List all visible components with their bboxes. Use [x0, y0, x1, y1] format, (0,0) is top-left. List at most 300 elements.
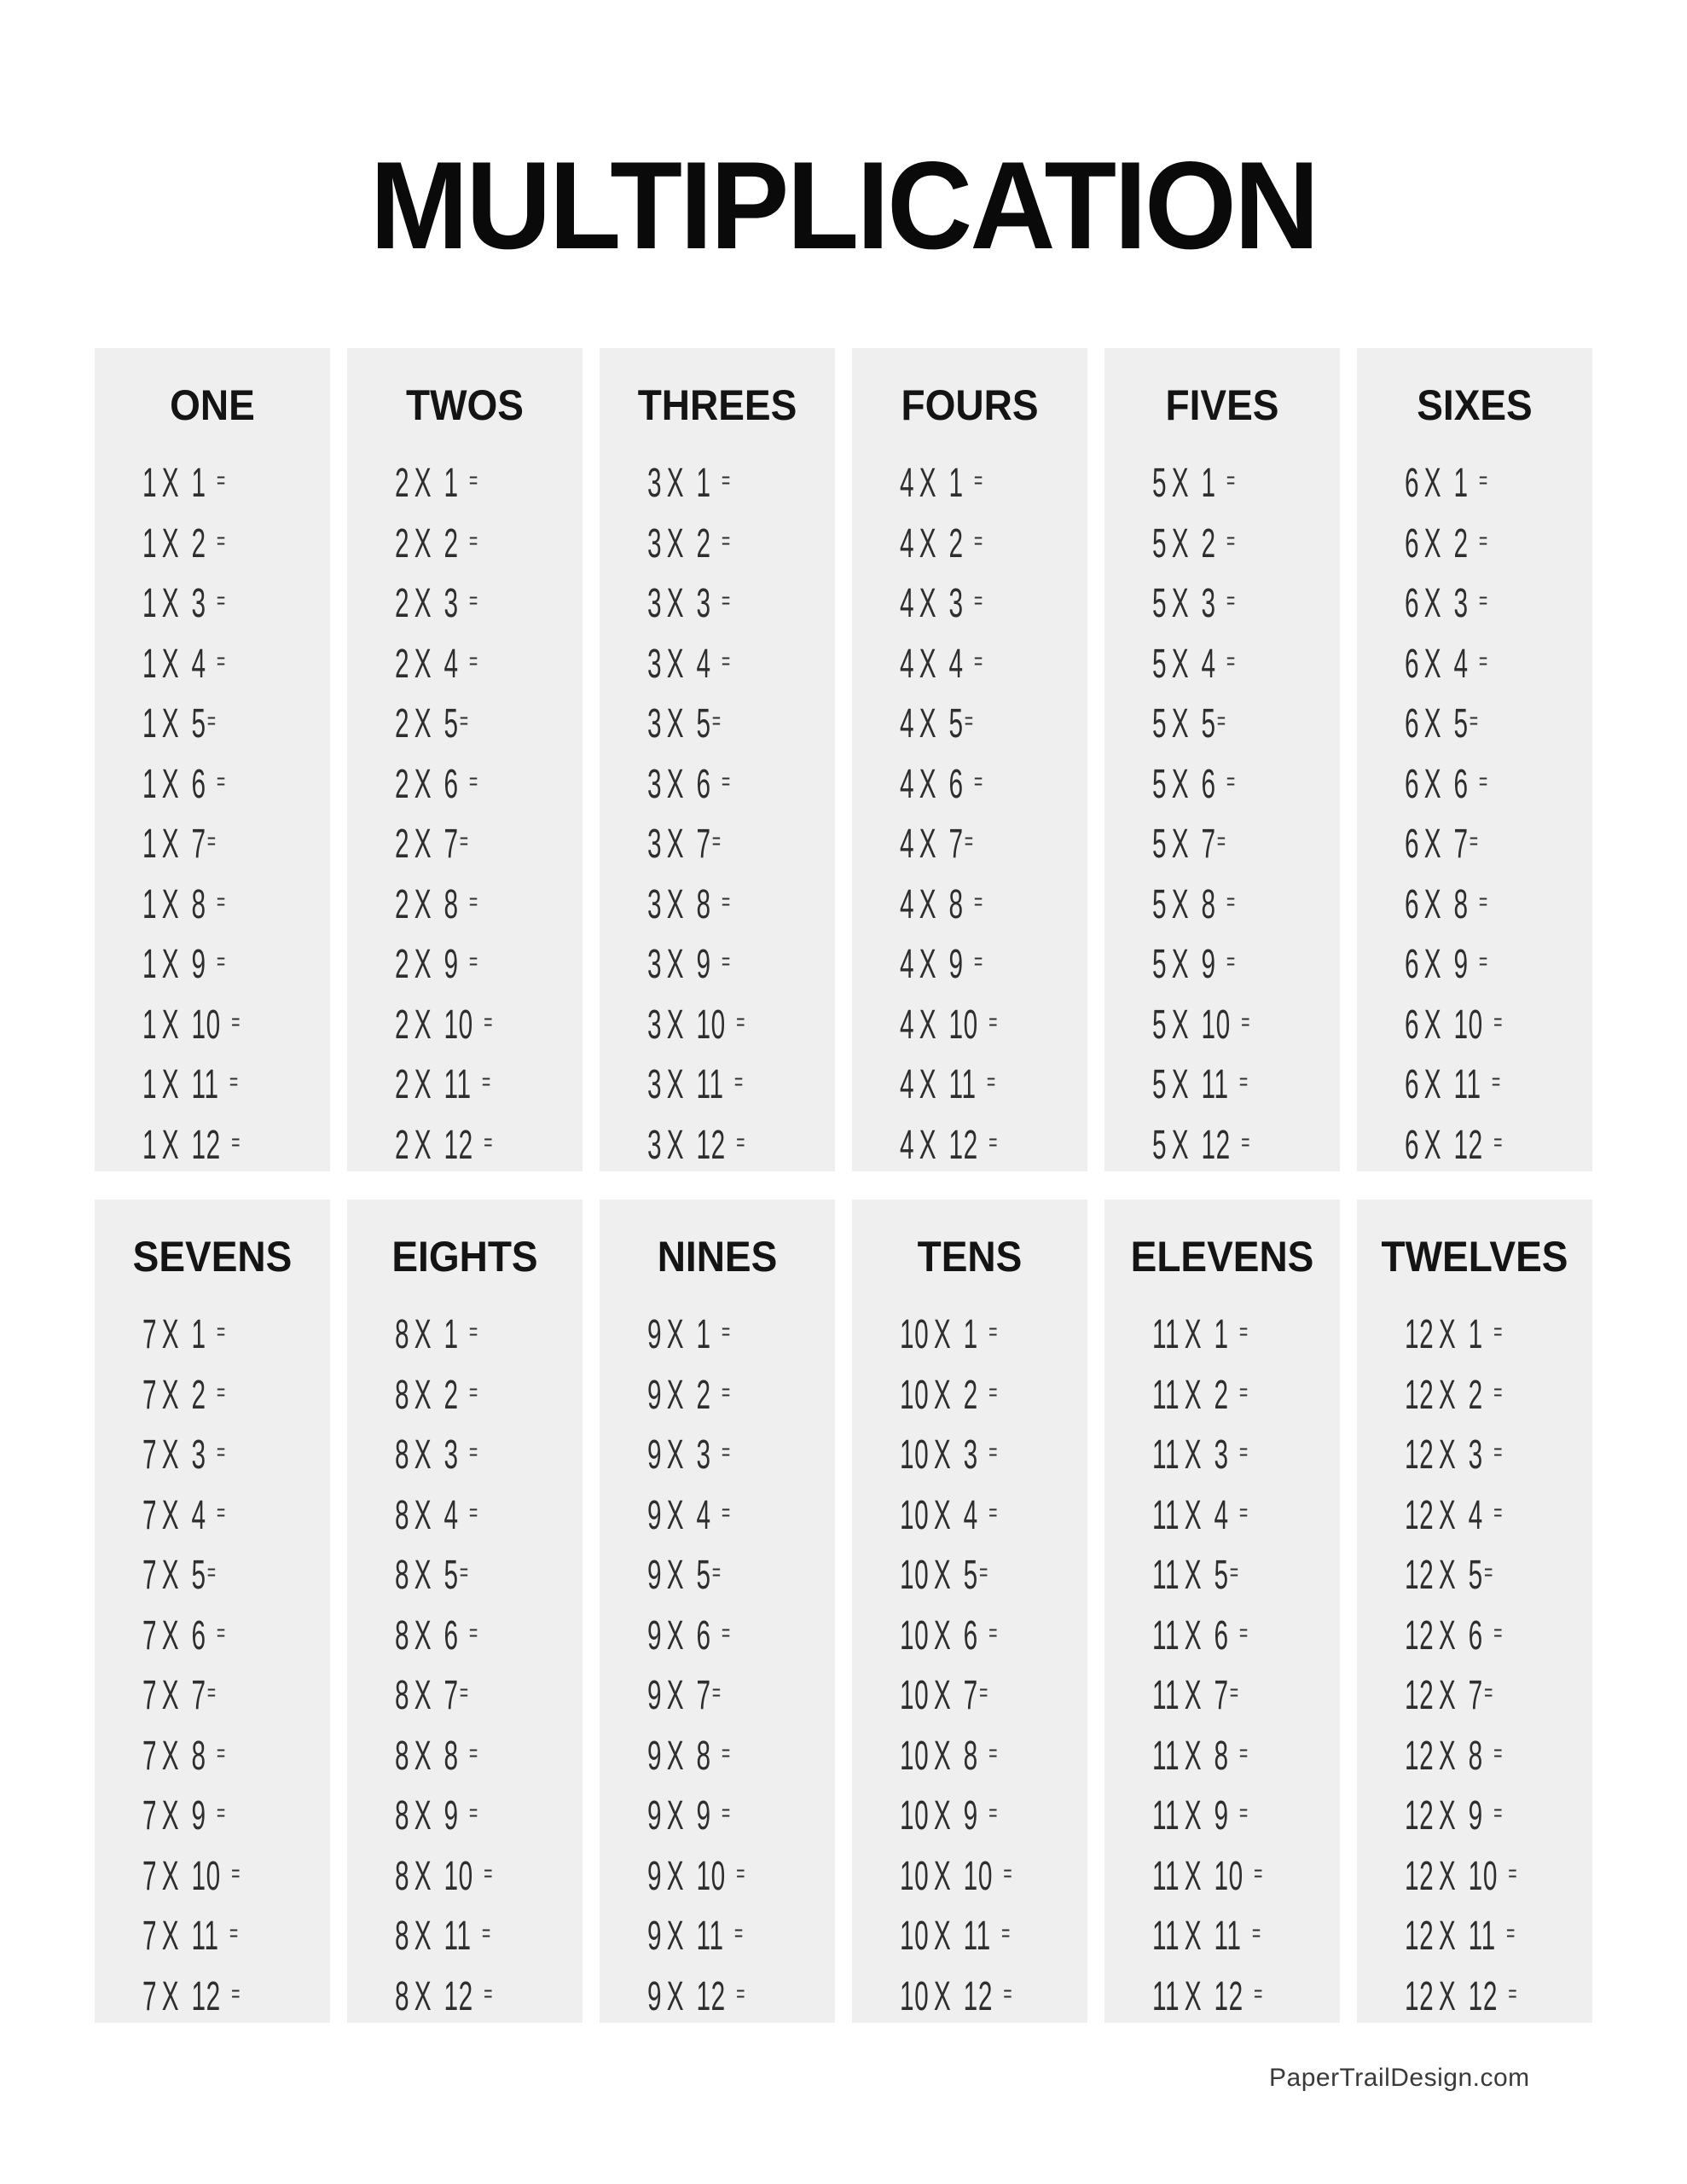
factor: 5: [1152, 881, 1168, 927]
times-symbol: X: [1423, 942, 1441, 987]
multiplicand: 8: [948, 881, 964, 927]
equals-sign: =: [1469, 707, 1479, 734]
times-symbol: X: [1184, 1733, 1202, 1779]
times-symbol: X: [1171, 461, 1189, 506]
equals-sign: =: [736, 1128, 745, 1155]
times-symbol: X: [933, 1673, 951, 1718]
equals-sign: =: [1226, 526, 1236, 554]
times-symbol: X: [1423, 520, 1441, 566]
equation-row: [142, 1905, 258, 1966]
equation-row: [142, 572, 258, 633]
factor: 2: [395, 1122, 410, 1168]
equals-sign: =: [722, 1378, 731, 1405]
equation-row: [395, 813, 511, 874]
equation-row: [142, 1664, 258, 1725]
times-symbol: X: [1171, 520, 1189, 566]
multiplicand: 6: [191, 761, 206, 807]
equals-sign: =: [988, 1438, 998, 1465]
factor: 2: [395, 461, 410, 506]
equation-row: [647, 633, 763, 694]
times-symbol: X: [161, 1553, 179, 1598]
equation-row: [142, 1605, 258, 1665]
equation-row: [1152, 1845, 1268, 1906]
equation-list: [1405, 452, 1521, 1174]
equation-row: [647, 813, 763, 874]
factor: 5: [1152, 942, 1168, 987]
equation-row: [142, 1725, 258, 1786]
equals-sign: =: [722, 1799, 731, 1826]
equation-list: [142, 1304, 258, 2025]
multiplicand: 12: [191, 1122, 221, 1168]
equation-row: [142, 1364, 258, 1425]
factor: 3: [647, 701, 663, 746]
equals-sign: =: [1493, 1618, 1503, 1646]
equals-sign: =: [1239, 1068, 1249, 1095]
factor: 1: [142, 520, 158, 566]
equation-row: [1152, 452, 1268, 513]
equation-row: [1152, 1364, 1268, 1425]
multiplicand: 11: [443, 1062, 472, 1107]
equals-sign: =: [736, 1859, 745, 1886]
multiplicand: 4: [1201, 641, 1216, 687]
equals-sign: =: [1226, 467, 1236, 493]
multiplicand: 6: [696, 1612, 711, 1658]
equation-row: [1405, 633, 1521, 694]
multiplicand: 11: [1201, 1062, 1229, 1107]
factor: 9: [647, 1793, 663, 1838]
equation-row: [900, 874, 1016, 934]
factor: 1: [142, 461, 158, 506]
times-symbol: X: [1184, 1492, 1202, 1538]
multiplicand: 9: [1468, 1793, 1483, 1838]
equation-row: [647, 1845, 763, 1906]
multiplicand: 5: [696, 701, 711, 746]
equation-row: [900, 1114, 1016, 1175]
multiplicand: 11: [948, 1062, 977, 1107]
multiplicand: 6: [963, 1612, 978, 1658]
multiplicand: 7: [443, 822, 459, 867]
factor: 8: [395, 1372, 410, 1418]
multiplicand: 4: [1468, 1492, 1483, 1538]
times-symbol: X: [161, 641, 179, 687]
times-symbol: X: [666, 1612, 684, 1658]
multiplicand: 6: [696, 761, 711, 807]
times-symbol: X: [1423, 822, 1441, 867]
column-panel-nines: [600, 1199, 835, 2023]
times-symbol: X: [1171, 761, 1189, 807]
equals-sign: =: [484, 1008, 493, 1035]
equals-sign: =: [1239, 1318, 1249, 1345]
equals-sign: =: [1226, 887, 1236, 915]
equals-sign: =: [482, 1920, 491, 1946]
times-symbol: X: [414, 1002, 432, 1048]
equals-sign: =: [988, 1498, 998, 1525]
factor: 3: [647, 822, 663, 867]
times-symbol: X: [161, 1793, 179, 1838]
multiplicand: 9: [191, 1793, 206, 1838]
equation-row: [647, 1304, 763, 1364]
factor: 2: [395, 822, 410, 867]
factor: 8: [395, 1312, 410, 1357]
equals-sign: =: [469, 647, 478, 674]
times-symbol: X: [933, 1372, 951, 1418]
multiplicand: 1: [443, 461, 459, 506]
factor: 6: [1405, 1062, 1420, 1107]
equals-sign: =: [1216, 707, 1226, 734]
equation-row: [900, 813, 1016, 874]
times-symbol: X: [161, 881, 179, 927]
times-symbol: X: [414, 581, 432, 626]
factor: 11: [1152, 1372, 1180, 1418]
times-symbol: X: [161, 1002, 179, 1048]
factor: 1: [142, 942, 158, 987]
factor: 3: [647, 942, 663, 987]
times-symbol: X: [414, 1914, 432, 1959]
page-title: MULTIPLICATION: [369, 136, 1318, 275]
times-symbol: X: [414, 1122, 432, 1168]
multiplicand: 3: [696, 581, 711, 626]
multiplicand: 3: [1468, 1432, 1483, 1478]
equals-sign: =: [988, 1318, 998, 1345]
equals-sign: =: [974, 767, 983, 794]
multiplicand: 10: [191, 1853, 221, 1899]
multiplicand: 3: [191, 1432, 206, 1478]
equation-row: [900, 1845, 1016, 1906]
multiplicand: 8: [1201, 881, 1216, 927]
multiplicand: 8: [696, 1733, 711, 1779]
multiplicand: 8: [696, 881, 711, 927]
multiplicand: 5: [1468, 1553, 1483, 1598]
equation-row: [1405, 1424, 1521, 1484]
equation-row: [900, 1364, 1016, 1425]
equals-sign: =: [711, 828, 722, 854]
equation-row: [647, 994, 763, 1054]
times-symbol: X: [933, 1914, 951, 1959]
column-panel-fives: [1104, 348, 1340, 1171]
factor: 4: [900, 581, 915, 626]
column-panel-one: [95, 348, 330, 1171]
equation-row: [395, 1966, 511, 2026]
multiplicand: 3: [1453, 581, 1469, 626]
equals-sign: =: [231, 1128, 241, 1155]
equation-row: [1152, 1966, 1268, 2026]
equals-sign: =: [1216, 828, 1226, 854]
times-symbol: X: [414, 1372, 432, 1418]
factor: 2: [395, 581, 410, 626]
equals-sign: =: [1493, 1128, 1503, 1155]
equals-sign: =: [217, 887, 226, 915]
equals-sign: =: [722, 1739, 731, 1766]
equals-sign: =: [1479, 887, 1488, 915]
equals-sign: =: [1226, 767, 1236, 794]
equation-row: [1152, 1424, 1268, 1484]
equation-row: [142, 693, 258, 753]
equation-row: [142, 1966, 258, 2026]
factor: 9: [647, 1612, 663, 1658]
times-symbol: X: [1171, 581, 1189, 626]
equation-row: [647, 1905, 763, 1966]
multiplicand: 4: [1214, 1492, 1229, 1538]
factor: 10: [900, 1312, 930, 1357]
factor: 6: [1405, 701, 1420, 746]
equation-row: [142, 1484, 258, 1545]
equation-row: [1405, 933, 1521, 994]
equation-row: [647, 452, 763, 513]
equals-sign: =: [988, 1799, 998, 1826]
equation-row: [1152, 513, 1268, 573]
factor: 10: [900, 1492, 930, 1538]
equals-sign: =: [231, 1859, 241, 1886]
equation-row: [142, 753, 258, 814]
equation-row: [647, 1544, 763, 1605]
equation-row: [1405, 1725, 1521, 1786]
factor: 2: [395, 881, 410, 927]
column-header: TWOS: [406, 381, 524, 429]
equation-row: [900, 1424, 1016, 1484]
equation-row: [1152, 813, 1268, 874]
times-symbol: X: [933, 1612, 951, 1658]
factor: 4: [900, 701, 915, 746]
multiplicand: 12: [1214, 1973, 1244, 2019]
times-symbol: X: [414, 1553, 432, 1598]
equation-row: [647, 1484, 763, 1545]
times-symbol: X: [1171, 641, 1189, 687]
times-symbol: X: [666, 1372, 684, 1418]
equals-sign: =: [1469, 828, 1479, 854]
equals-sign: =: [469, 467, 478, 493]
equation-row: [142, 874, 258, 934]
equation-row: [395, 1304, 511, 1364]
multiplicand: 7: [696, 1673, 711, 1718]
factor: 12: [1405, 1492, 1435, 1538]
equals-sign: =: [469, 1799, 478, 1826]
equals-sign: =: [1493, 1739, 1503, 1766]
times-symbol: X: [1171, 1062, 1189, 1107]
equation-list: [142, 452, 258, 1174]
equals-sign: =: [217, 526, 226, 554]
equation-row: [1152, 994, 1268, 1054]
times-symbol: X: [1438, 1914, 1456, 1959]
equation-row: [1152, 1484, 1268, 1545]
times-symbol: X: [161, 461, 179, 506]
multiplicand: 4: [696, 1492, 711, 1538]
factor: 10: [900, 1914, 930, 1959]
equals-sign: =: [1239, 1618, 1249, 1646]
multiplicand: 11: [696, 1062, 724, 1107]
multiplicand: 5: [1453, 701, 1469, 746]
factor: 12: [1405, 1673, 1435, 1718]
equals-sign: =: [1003, 1979, 1012, 2007]
factor: 3: [647, 641, 663, 687]
equation-row: [1405, 1054, 1521, 1114]
multiplicand: 10: [696, 1002, 726, 1048]
equation-row: [1152, 1605, 1268, 1665]
times-symbol: X: [666, 1793, 684, 1838]
factor: 5: [1152, 701, 1168, 746]
times-symbol: X: [919, 881, 936, 927]
factor: 3: [647, 761, 663, 807]
multiplicand: 2: [1453, 520, 1469, 566]
equals-sign: =: [484, 1979, 493, 2007]
factor: 2: [395, 641, 410, 687]
multiplicand: 12: [1468, 1973, 1498, 2019]
equals-sign: =: [1508, 1859, 1517, 1886]
times-symbol: X: [1423, 641, 1441, 687]
equation-row: [900, 753, 1016, 814]
equals-sign: =: [217, 1378, 226, 1405]
factor: 9: [647, 1553, 663, 1598]
multiplicand: 7: [191, 1673, 206, 1718]
factor: 6: [1405, 581, 1420, 626]
times-symbol: X: [1171, 1002, 1189, 1048]
factor: 11: [1152, 1312, 1180, 1357]
multiplicand: 12: [443, 1122, 473, 1168]
multiplicand: 9: [443, 1793, 459, 1838]
multiplicand: 7: [1468, 1673, 1483, 1718]
equation-row: [647, 1966, 763, 2026]
equation-row: [1405, 813, 1521, 874]
multiplicand: 10: [963, 1853, 993, 1899]
equals-sign: =: [734, 1920, 744, 1946]
times-symbol: X: [1438, 1673, 1456, 1718]
factor: 11: [1152, 1553, 1180, 1598]
equals-sign: =: [459, 1559, 469, 1585]
times-symbol: X: [1184, 1914, 1202, 1959]
multiplicand: 3: [696, 1432, 711, 1478]
times-symbol: X: [666, 1553, 684, 1598]
multiplicand: 8: [1468, 1733, 1483, 1779]
equation-row: [395, 633, 511, 694]
equals-sign: =: [964, 707, 974, 734]
multiplicand: 1: [1214, 1312, 1229, 1357]
factor: 9: [647, 1432, 663, 1478]
equation-row: [900, 1054, 1016, 1114]
factor: 11: [1152, 1973, 1180, 2019]
factor: 6: [1405, 822, 1420, 867]
equation-row: [142, 933, 258, 994]
equation-row: [1152, 1785, 1268, 1845]
times-symbol: X: [1438, 1612, 1456, 1658]
factor: 4: [900, 761, 915, 807]
equation-row: [1405, 874, 1521, 934]
equals-sign: =: [722, 526, 731, 554]
multiplicand: 7: [696, 822, 711, 867]
factor: 11: [1152, 1853, 1180, 1899]
multiplicand: 11: [1468, 1914, 1496, 1959]
factor: 3: [647, 461, 663, 506]
equation-row: [900, 1966, 1016, 2026]
equation-row: [900, 1905, 1016, 1966]
multiplicand: 9: [948, 942, 964, 987]
multiplicand: 1: [191, 461, 206, 506]
times-symbol: X: [933, 1312, 951, 1357]
factor: 6: [1405, 461, 1420, 506]
multiplicand: 8: [963, 1733, 978, 1779]
factor: 3: [647, 881, 663, 927]
times-symbol: X: [161, 1733, 179, 1779]
times-symbol: X: [666, 1002, 684, 1048]
multiplicand: 5: [963, 1553, 978, 1598]
times-symbol: X: [414, 461, 432, 506]
factor: 10: [900, 1973, 930, 2019]
equals-sign: =: [722, 948, 731, 974]
equals-sign: =: [722, 1318, 731, 1345]
factor: 8: [395, 1553, 410, 1598]
equation-row: [1405, 994, 1521, 1054]
multiplicand: 10: [443, 1853, 473, 1899]
factor: 1: [142, 701, 158, 746]
factor: 9: [647, 1492, 663, 1538]
equals-sign: =: [988, 1378, 998, 1405]
multiplicand: 10: [1468, 1853, 1498, 1899]
equals-sign: =: [469, 587, 478, 613]
times-symbol: X: [161, 822, 179, 867]
equation-row: [900, 1304, 1016, 1364]
equals-sign: =: [711, 1679, 722, 1705]
equation-row: [1152, 753, 1268, 814]
multiplicand: 7: [1214, 1673, 1229, 1718]
multiplicand: 9: [1201, 942, 1216, 987]
factor: 1: [142, 581, 158, 626]
equals-sign: =: [979, 1559, 988, 1585]
factor: 5: [1152, 1062, 1168, 1107]
factor: 1: [142, 1002, 158, 1048]
multiplicand: 1: [191, 1312, 206, 1357]
column-panel-sevens: [95, 1199, 330, 2023]
times-symbol: X: [1423, 761, 1441, 807]
multiplicand: 12: [963, 1973, 993, 2019]
equation-row: [647, 513, 763, 573]
times-symbol: X: [1438, 1432, 1456, 1478]
times-symbol: X: [1184, 1312, 1202, 1357]
multiplicand: 12: [191, 1973, 221, 2019]
factor: 8: [395, 1914, 410, 1959]
multiplicand: 2: [191, 520, 206, 566]
equals-sign: =: [229, 1920, 239, 1946]
multiplicand: 3: [191, 581, 206, 626]
factor: 11: [1152, 1612, 1180, 1658]
multiplicand: 3: [1201, 581, 1216, 626]
equation-row: [395, 1845, 511, 1906]
equals-sign: =: [722, 467, 731, 493]
equals-sign: =: [482, 1068, 491, 1095]
equation-row: [395, 1605, 511, 1665]
equals-sign: =: [1479, 587, 1488, 613]
times-symbol: X: [414, 1853, 432, 1899]
equation-list: [1405, 1304, 1521, 2025]
multiplicand: 4: [443, 641, 459, 687]
factor: 11: [1152, 1793, 1180, 1838]
multiplicand: 8: [1214, 1733, 1229, 1779]
equation-row: [647, 1725, 763, 1786]
equals-sign: =: [217, 1438, 226, 1465]
multiplicand: 9: [443, 942, 459, 987]
equation-row: [395, 1785, 511, 1845]
equation-row: [1152, 1664, 1268, 1725]
equals-sign: =: [484, 1128, 493, 1155]
equals-sign: =: [459, 1679, 469, 1705]
equals-sign: =: [734, 1068, 744, 1095]
factor: 10: [900, 1432, 930, 1478]
times-symbol: X: [919, 1122, 936, 1168]
times-symbol: X: [161, 1612, 179, 1658]
factor: 5: [1152, 581, 1168, 626]
multiplicand: 2: [1214, 1372, 1229, 1418]
equals-sign: =: [1479, 948, 1488, 974]
column-panel-fours: [852, 348, 1087, 1171]
equals-sign: =: [722, 767, 731, 794]
factor: 5: [1152, 520, 1168, 566]
